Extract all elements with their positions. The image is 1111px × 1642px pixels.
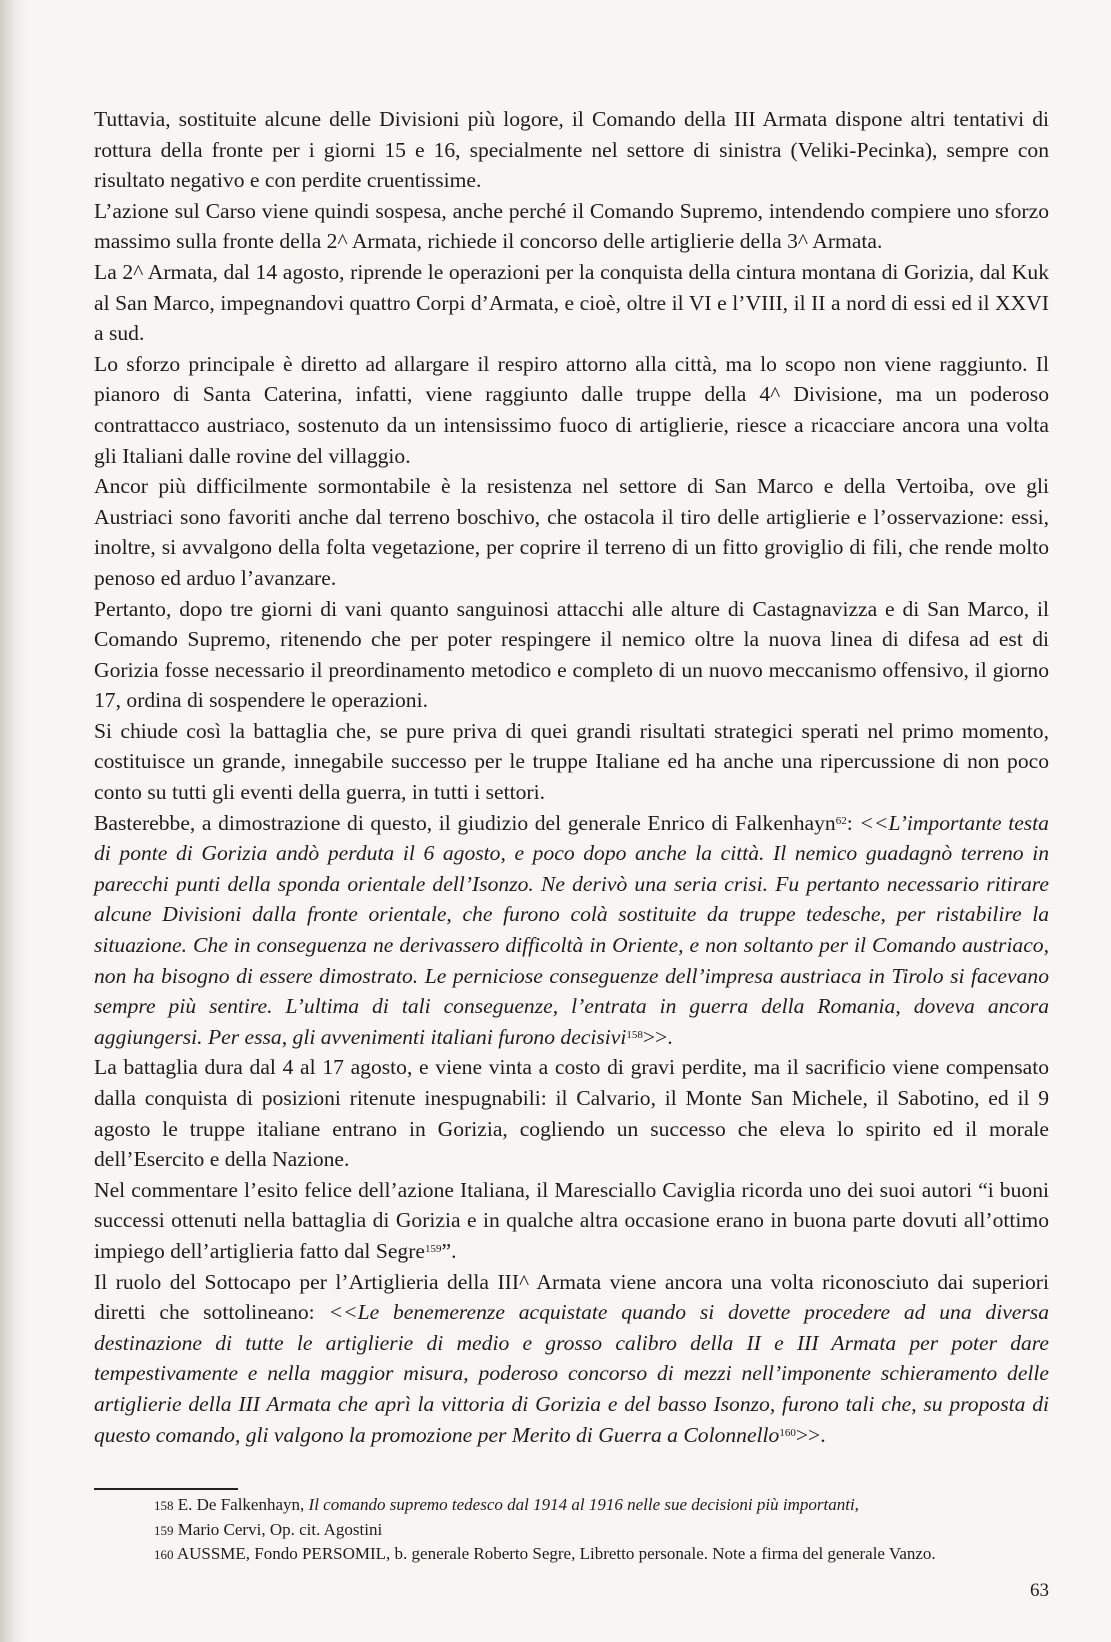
footnote-ref-62: 62 bbox=[835, 814, 847, 827]
footnote-ref-158: 158 bbox=[626, 1028, 643, 1041]
footnote-158 bbox=[154, 1493, 1054, 1518]
paragraph-9: La battaglia dura dal 4 al 17 agosto, e viene vinta a costo di gravi perdite, ma il sacrificio viene compensato dalla conquista di posizioni ritenute inespugnabili: il Calvario, il Monte San Michele, il Sabotino, ed il 9 agosto le truppe italiane entrano in Gorizia, cogliendo un successo che eleva lo spirito ed il morale dell’Esercito e della Nazione. bbox=[94, 1055, 1049, 1172]
paragraph-8-colon: : bbox=[846, 810, 860, 835]
footnote-text: AUSSME, Fondo PERSOMIL, b. generale Roberto Segre, Libretto personale. Note a firma del generale Vanzo. bbox=[176, 1544, 936, 1563]
paragraph-6: Pertanto, dopo tre giorni di vani quanto sanguinosi attacchi alle alture di Castagnavizza e di San Marco, il Comando Supremo, ritenendo che per poter respingere il nemico oltre la nuova linea di difesa ad est di Gorizia fosse necessario il preordinamento metodico e completo di un nuovo meccanismo offensivo, il giorno 17, ordina di sospendere le operazioni. bbox=[94, 596, 1049, 713]
footnote-number: 159 bbox=[154, 1522, 174, 1538]
footnotes bbox=[154, 1493, 1054, 1567]
paragraph-10-text: Nel commentare l’esito felice dell’azione Italiana, il Maresciallo Caviglia ricorda uno dei suoi autori “i buoni successi ottenuti nella battaglia di Gorizia e in qualche altra occasione erano in buona parte dovuti all’ottimo impiego dell’artiglieria fatto dal Segre bbox=[94, 1177, 1049, 1263]
footnote-title: Il comando supremo tedesco dal 1914 al 1916 nelle sue decisioni più importanti, bbox=[308, 1495, 859, 1514]
falkenhayn-quote: <<L’importante testa di ponte di Gorizia andò perduta il 6 agosto, e poco dopo anche la città. Il nemico guadagnò terreno in parecchi punti della sponda orientale dell’Isonzo. Ne derivò una seria crisi. Fu pertanto necessario ritirare alcune Divisioni dalla fronte orientale, che furono colà sostituite da truppe tedesche, per ristabilire la situazione. Che in conseguenza ne derivassero difficoltà in Oriente, e non soltanto per il Comando austriaco, non ha bisogno di essere dimostrato. Le perniciose conseguenze dell’impresa austriaca in Tirolo si facevano sempre più sentire. L’ultima di tali conseguenze, l’entrata in guerra della Romania, doveva ancora aggiungersi. Per essa, gli avvenimenti italiani furono decisivi bbox=[94, 810, 1049, 1049]
footnote-ref-160: 160 bbox=[779, 1426, 796, 1439]
paragraph-10-end: ”. bbox=[441, 1238, 457, 1263]
paragraph-11-end: >>. bbox=[795, 1422, 826, 1447]
footnote-160 bbox=[154, 1542, 1054, 1567]
paragraph-3: La 2^ Armata, dal 14 agosto, riprende le operazioni per la conquista della cintura montana di Gorizia, dal Kuk al San Marco, impegnandovi quattro Corpi d’Armata, e cioè, oltre il VI e l’VIII, il II a nord di essi ed il XXVI a sud. bbox=[94, 259, 1049, 346]
paragraph-11 bbox=[94, 1267, 1049, 1451]
paragraph-4: Lo sforzo principale è diretto ad allargare il respiro attorno alla città, ma lo scopo non viene raggiunto. Il pianoro di Santa Caterina, infatti, viene raggiunto dalle truppe della 4^ Divisione, ma un poderoso contrattacco austriaco, sostenuto da un intensissimo fuoco di artiglierie, riesce a ricacciare ancora una volta gli Italiani dalle rovine del villaggio. bbox=[94, 351, 1049, 468]
main-text bbox=[94, 104, 1049, 1450]
paragraph-11-text: Il ruolo del Sottocapo per l’Artiglieria della III^ Armata viene ancora una volta riconosciuto dai superiori diretti che sottolineano: bbox=[94, 1269, 1049, 1325]
footnote-number: 160 bbox=[154, 1547, 174, 1562]
footnote-author: E. De Falkenhayn, bbox=[177, 1495, 309, 1514]
paragraph-8-end: >>. bbox=[642, 1024, 673, 1049]
footnote-159 bbox=[154, 1518, 1054, 1543]
footnote-ref-159: 159 bbox=[424, 1242, 442, 1255]
paragraph-2: L’azione sul Carso viene quindi sospesa, anche perché il Comando Supremo, intendendo compiere uno sforzo massimo sulla fronte della 2^ Armata, richiede il concorso delle artiglierie della 3^ Armata. bbox=[94, 198, 1049, 254]
paragraph-8-text: Basterebbe, a dimostrazione di questo, il giudizio del generale Enrico di Falkenhayn bbox=[94, 810, 836, 835]
footnote-divider bbox=[94, 1488, 238, 1490]
superiors-quote: <<Le benemerenze acquistate quando si dovette procedere ad una diversa destinazione di tutte le artiglierie di medio e grosso calibro della II e III Armata per poter dare tempestivamente e nella maggior misura, poderoso concorso di mezzi nell’imponente schieramento delle artiglierie della III Armata che aprì la vittoria di Gorizia e del basso Isonzo, furono tali che, su proposta di questo comando, gli valgono la promozione per Merito di Guerra a Colonnello bbox=[94, 1300, 1049, 1447]
footnote-number: 158 bbox=[154, 1498, 174, 1513]
paragraph-5: Ancor più difficilmente sormontabile è la resistenza nel settore di San Marco e della Vertoiba, ove gli Austriaci sono favoriti anche dal terreno boschivo, che ostacola il tiro delle artiglierie e l’osservazione: essi, inoltre, si avvalgono della folta vegetazione, per coprire il terreno di un fitto groviglio di fili, che rende molto penoso ed arduo l’avanzare. bbox=[94, 474, 1049, 590]
footnote-text: Mario Cervi, Op. cit. Agostini bbox=[177, 1519, 383, 1539]
page-gutter-shadow bbox=[0, 0, 26, 1642]
paragraph-1: Tuttavia, sostituite alcune delle Divisioni più logore, il Comando della III Armata dispone altri tentativi di rottura della fronte per i giorni 15 e 16, specialmente nel settore di sinistra (Veliki-Pecinka), sempre con risultato negativo e con perdite cruentissime. bbox=[94, 107, 1049, 193]
paragraph-8 bbox=[94, 808, 1049, 1053]
paragraph-7: Si chiude così la battaglia che, se pure priva di quei grandi risultati strategici sperati nel primo momento, costituisce un grande, innegabile successo per le truppe Italiane ed ha anche una ripercussione di non poco conto su tutti gli eventi della guerra, in tutti i settori. bbox=[94, 718, 1049, 805]
paragraph-10 bbox=[94, 1175, 1049, 1267]
page-number: 63 bbox=[1030, 1580, 1049, 1601]
